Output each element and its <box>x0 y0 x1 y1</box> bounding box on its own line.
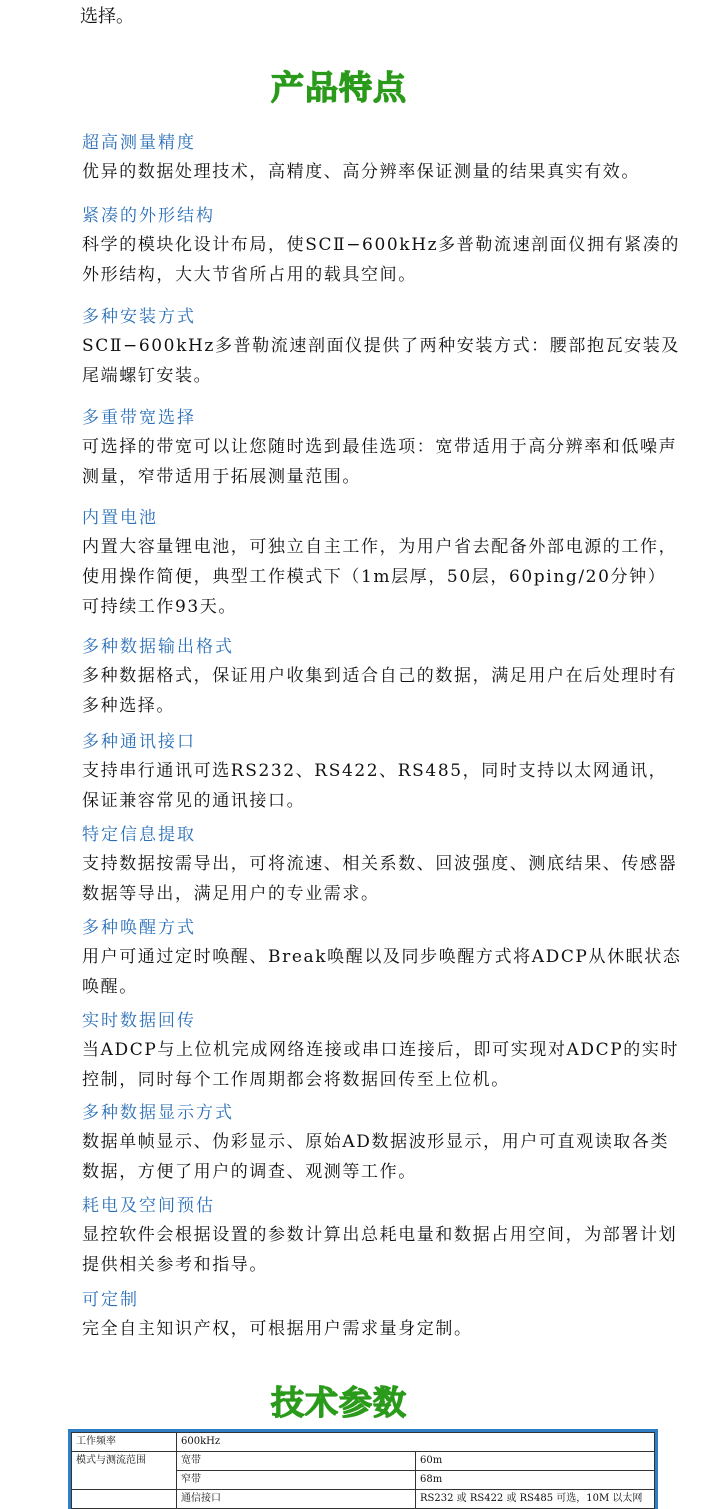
feature-title: 多种通讯接口 <box>82 732 196 752</box>
feature-title: 内置电池 <box>82 508 158 528</box>
spec-table <box>68 1429 658 1509</box>
spec-sublabel: 通信接口 <box>177 1490 416 1509</box>
feature-desc: SCⅡ−600kHz多普勒流速剖面仪提供了两种安装方式：腰部抱瓦安装及尾端螺钉安装。 <box>82 336 680 386</box>
feature-item <box>82 405 682 492</box>
feature-item <box>82 1193 682 1280</box>
feature-desc: 多种数据格式，保证用户收集到适合自己的数据，满足用户在后处理时有多种选择。 <box>82 666 678 716</box>
feature-desc: 显控软件会根据设置的参数计算出总耗电量和数据占用空间，为部署计划提供相关参考和指导。 <box>82 1225 678 1275</box>
feature-item <box>82 130 682 187</box>
feature-item <box>82 203 682 290</box>
feature-title: 紧凑的外形结构 <box>82 206 215 226</box>
feature-title: 多种唤醒方式 <box>82 918 196 938</box>
specs-heading: 技术参数 <box>271 1383 407 1422</box>
feature-desc: 支持串行通讯可选RS232、RS422、RS485，同时支持以太网通讯，保证兼容常见的通讯接口。 <box>82 761 668 811</box>
feature-desc: 内置大容量锂电池，可独立自主工作，为用户省去配备外部电源的工作，使用操作简便，典型工作模式下（1m层厚，50层，60ping/20分钟）可持续工作93天。 <box>82 537 678 617</box>
feature-item <box>82 822 682 909</box>
feature-item <box>82 729 682 816</box>
spec-label <box>72 1490 177 1509</box>
feature-item <box>82 915 682 1002</box>
features-heading: 产品特点 <box>271 68 407 107</box>
spec-value: 60m <box>416 1452 655 1471</box>
feature-item <box>82 1100 682 1187</box>
spec-sublabel: 宽带 <box>177 1452 416 1471</box>
feature-desc: 数据单帧显示、伪彩显示、原始AD数据波形显示，用户可直观读取各类数据，方便了用户的调查、观测等工作。 <box>82 1132 670 1182</box>
feature-title: 多种数据显示方式 <box>82 1103 234 1123</box>
table-row <box>72 1452 655 1471</box>
spec-sublabel: 窄带 <box>177 1471 416 1490</box>
feature-desc: 科学的模块化设计布局，使SCⅡ−600kHz多普勒流速剖面仪拥有紧凑的外形结构，大大节省所占用的载具空间。 <box>82 235 680 285</box>
feature-title: 多种数据输出格式 <box>82 637 234 657</box>
feature-item <box>82 634 682 721</box>
table-row <box>72 1490 655 1509</box>
spec-value: 68m <box>416 1471 655 1490</box>
feature-title: 特定信息提取 <box>82 825 196 845</box>
intro-tail-text: 选择。 <box>80 6 134 27</box>
feature-title: 实时数据回传 <box>82 1011 196 1031</box>
feature-desc: 优异的数据处理技术，高精度、高分辨率保证测量的结果真实有效。 <box>82 162 640 182</box>
feature-title: 多种安装方式 <box>82 307 196 327</box>
feature-item <box>82 1287 682 1344</box>
feature-item <box>82 304 682 391</box>
feature-item <box>82 505 682 622</box>
table-row <box>72 1433 655 1452</box>
feature-title: 超高测量精度 <box>82 133 196 153</box>
feature-desc: 当ADCP与上位机完成网络连接或串口连接后，即可实现对ADCP的实时控制，同时每个工作周期都会将数据回传至上位机。 <box>82 1040 680 1090</box>
feature-title: 耗电及空间预估 <box>82 1196 215 1216</box>
feature-title: 多重带宽选择 <box>82 408 196 428</box>
spec-label: 模式与测流范围 <box>72 1452 177 1490</box>
spec-label: 工作频率 <box>72 1433 177 1452</box>
feature-item <box>82 1008 682 1095</box>
feature-title: 可定制 <box>82 1290 139 1310</box>
feature-desc: 可选择的带宽可以让您随时选到最佳选项：宽带适用于高分辨率和低噪声测量，窄带适用于拓展测量范围。 <box>82 437 678 487</box>
feature-desc: 完全自主知识产权，可根据用户需求量身定制。 <box>82 1319 473 1339</box>
feature-desc: 用户可通过定时唤醒、Break唤醒以及同步唤醒方式将ADCP从休眠状态唤醒。 <box>82 947 682 997</box>
spec-value: 600kHz <box>177 1433 655 1452</box>
spec-value: RS232 或 RS422 或 RS485 可选，10M 以太网 <box>416 1490 655 1509</box>
feature-desc: 支持数据按需导出，可将流速、相关系数、回波强度、测底结果、传感器数据等导出，满足用户的专业需求。 <box>82 854 678 904</box>
